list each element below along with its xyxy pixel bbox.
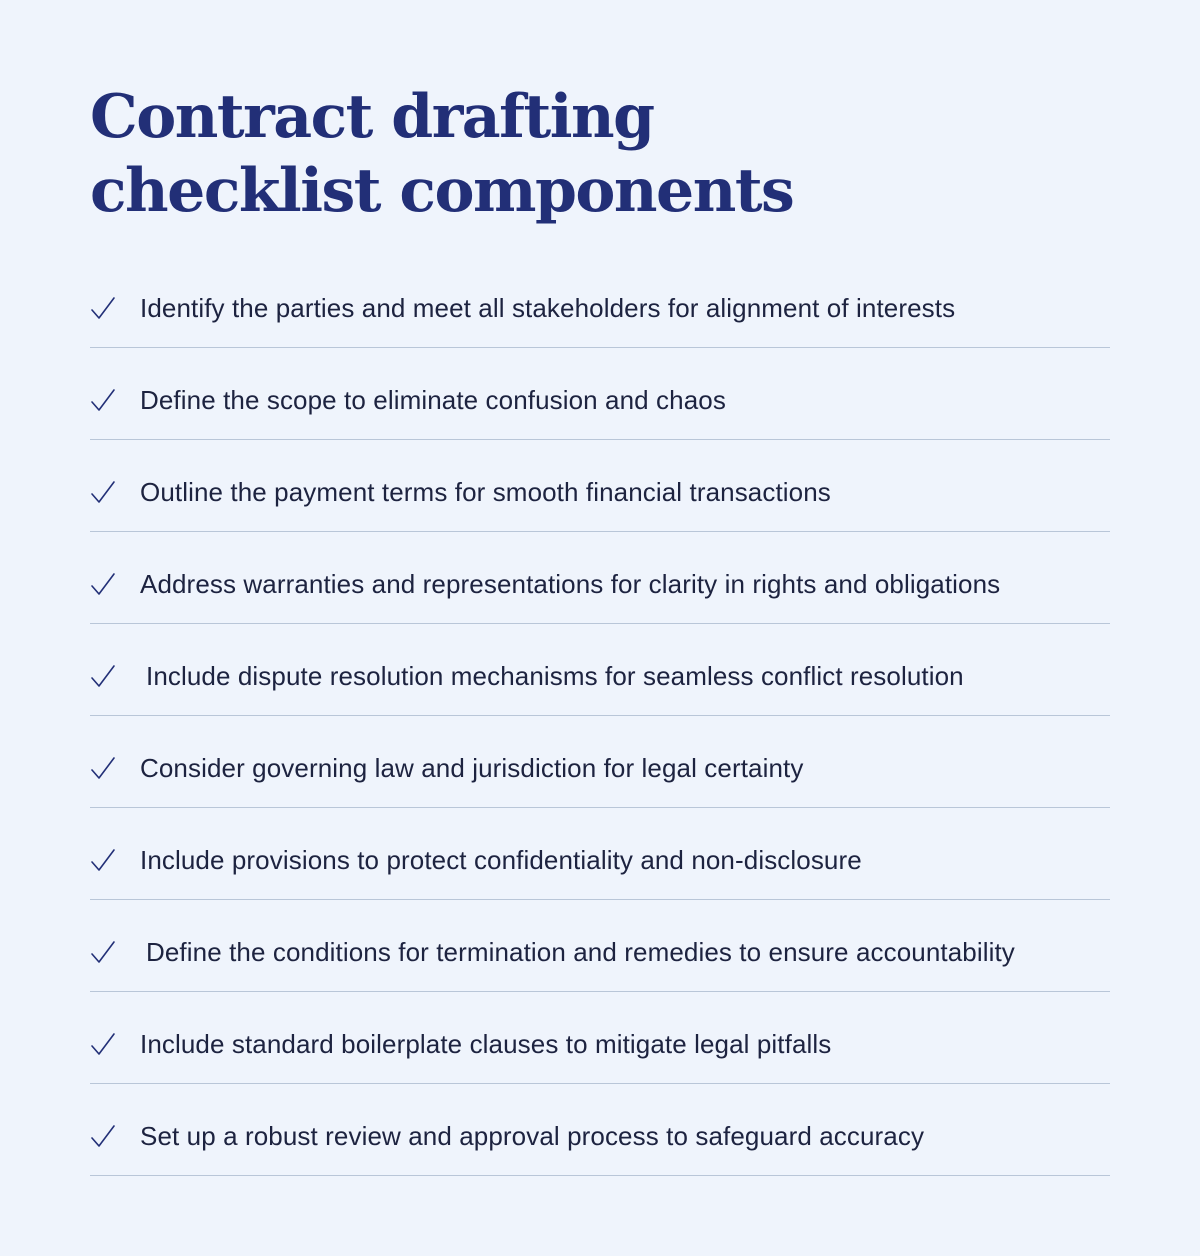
- checklist-item-label: Include standard boilerplate clauses to mitigate legal pitfalls: [140, 1029, 832, 1059]
- checklist-item-label: Outline the payment terms for smooth financial transactions: [140, 477, 831, 507]
- checklist-item-label: Define the scope to eliminate confusion and chaos: [140, 385, 726, 415]
- checklist-item: [90, 440, 1110, 532]
- checklist-item: [90, 348, 1110, 440]
- checkmark-icon: [90, 571, 116, 597]
- checklist-item: [90, 1084, 1110, 1176]
- checklist-item: [90, 716, 1110, 808]
- checkmark-icon: [90, 1123, 116, 1149]
- checklist-item: [90, 256, 1110, 348]
- checklist-item: [90, 532, 1110, 624]
- checklist-item-label: Address warranties and representations for clarity in rights and obligations: [140, 569, 1001, 599]
- checklist-item-label: Consider governing law and jurisdiction for legal certainty: [140, 753, 804, 783]
- checklist-item-label: Include dispute resolution mechanisms for seamless conflict resolution: [146, 661, 964, 691]
- checklist-item: [90, 992, 1110, 1084]
- page-title: [90, 80, 793, 228]
- checklist-item: [90, 808, 1110, 900]
- checklist-item-label: Set up a robust review and approval process to safeguard accuracy: [140, 1121, 925, 1151]
- checklist-item-label: Identify the parties and meet all stakeholders for alignment of interests: [140, 293, 956, 323]
- page-title-line-1: Contract drafting: [90, 82, 654, 152]
- checkmark-icon: [90, 295, 116, 321]
- checkmark-icon: [90, 479, 116, 505]
- checklist-item-label: Include provisions to protect confidentiality and non-disclosure: [140, 845, 862, 875]
- checkmark-icon: [90, 755, 116, 781]
- checkmark-icon: [90, 847, 116, 873]
- page-title-line-2: checklist components: [90, 156, 794, 226]
- checkmark-icon: [90, 387, 116, 413]
- checklist-item: [90, 900, 1110, 992]
- checklist: [90, 256, 1110, 1176]
- checkmark-icon: [90, 1031, 116, 1057]
- checkmark-icon: [90, 663, 116, 689]
- checklist-item: [90, 624, 1110, 716]
- checklist-item-label: Define the conditions for termination and remedies to ensure accountability: [146, 937, 1015, 967]
- checkmark-icon: [90, 939, 116, 965]
